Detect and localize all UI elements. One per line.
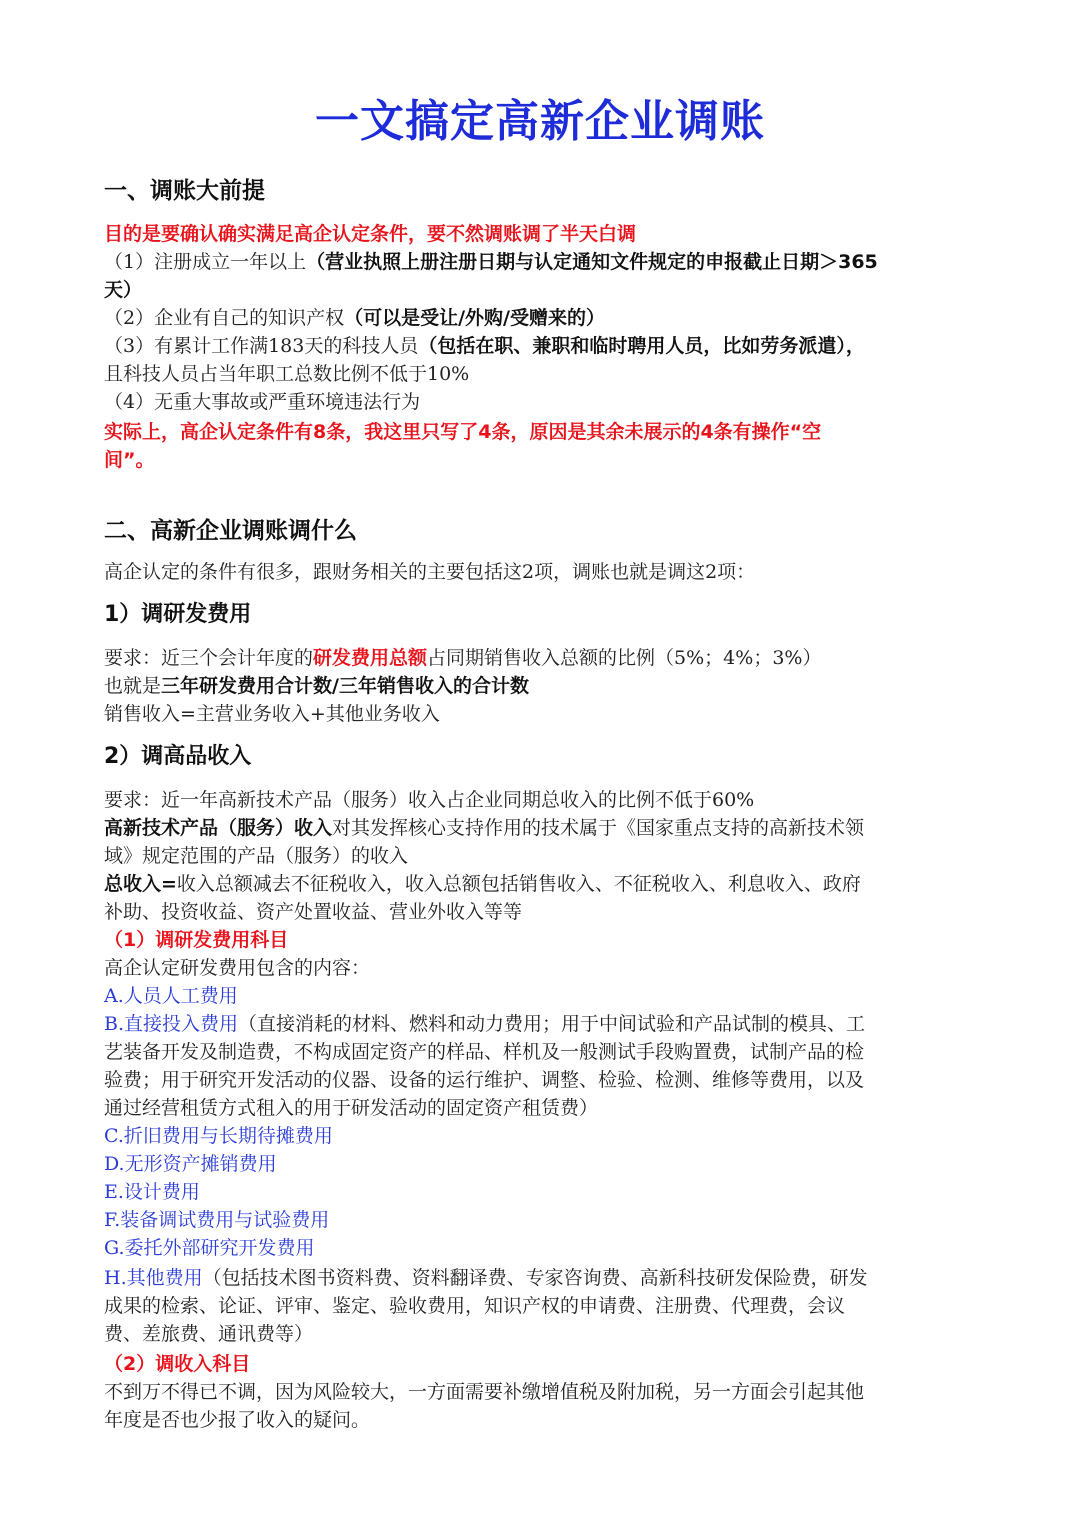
total-income-term: 总收入= [104,873,177,895]
rd-item-e: E.设计费用 [104,1181,200,1203]
condition-1-line-1 [104,248,984,276]
note-line-1 [104,418,984,446]
rd-requirement [104,644,984,672]
rd-item-b-line-1 [104,1010,984,1038]
rd-req-prefix: 要求：近三个会计年度的 [104,647,314,669]
rd-item-h-line-2: 成果的检索、论证、评审、鉴定、验收费用，知识产权的申请费、注册费、代理费，会议 [104,1295,846,1317]
condition-2 [104,304,984,332]
rd-item-d: D.无形资产摊销费用 [104,1153,277,1175]
rd-item-b-label: B.直接投入费用 [104,1013,239,1035]
condition-1-detail-end: 天） [104,279,143,301]
condition-3-line-2: 且科技人员占当年职工总数比例不低于10% [104,363,470,385]
rd-item-c: C.折旧费用与长期待摊费用 [104,1125,333,1147]
hi-definition-line-2: 域》规定范围的产品（服务）的收入 [104,845,409,867]
rd-item-b-text: （直接消耗的材料、燃料和动力费用；用于中间试验和产品试制的模具、工 [238,1013,866,1035]
sub1-intro: 高企认定研发费用包含的内容： [104,957,371,979]
note-line-2 [104,446,984,474]
rd-item-f: F.装备调试费用与试验费用 [104,1209,330,1231]
goal-text-span: 目的是要确认确实满足高企认定条件，要不然调账调了半天白调 [104,223,637,245]
hi-definition-term: 高新技术产品（服务）收入 [104,817,333,839]
total-income-text: 收入总额减去不征税收入，收入总额包括销售收入、不征税收入、利息收入、政府 [176,873,861,895]
total-income-line-2: 补助、投资收益、资产处置收益、营业外收入等等 [104,901,523,923]
rd-formula [104,672,984,700]
condition-4: （4）无重大事故或严重环境违法行为 [104,391,421,413]
rd-req-highlight: 研发费用总额 [313,647,428,669]
condition-2-label: （2）企业有自己的知识产权 [104,307,345,329]
sub2-heading: （2）调收入科目 [104,1353,251,1375]
condition-1-line-2 [104,276,984,304]
condition-1-detail: （营业执照上册注册日期与认定通知文件规定的申报截止日期＞365 [306,251,878,273]
rd-formula-prefix: 也就是 [104,675,162,697]
sub1-heading: （1）调研发费用科目 [104,929,289,951]
rd-item-b-line-3: 验费；用于研究开发活动的仪器、设备的运行维护、调整、检验、检测、维修等费用，以及 [104,1069,865,1091]
sales-definition: 销售收入=主营业务收入+其他业务收入 [104,703,440,725]
rd-heading: 1）调研发费用 [104,602,252,627]
rd-item-h-label: H.其他费用 [104,1267,203,1289]
rd-item-h-line-1 [104,1264,984,1292]
hi-heading: 2）调高品收入 [104,744,252,769]
section-2-intro: 高企认定的条件有很多，跟财务相关的主要包括这2项，调账也就是调这2项： [104,561,756,583]
rd-item-h-text: （包括技术图书资料费、资料翻译费、专家咨询费、高新科技研发保险费，研发 [202,1267,868,1289]
rd-item-h-line-3: 费、差旅费、通讯费等） [104,1323,314,1345]
sub2-text-line-2: 年度是否也少报了收入的疑问。 [104,1409,371,1431]
rd-item-b-line-2: 艺装备开发及制造费，不构成固定资产的样品、样机及一般测试手段购置费，试制产品的检 [104,1041,865,1063]
rd-formula-bold: 三年研发费用合计数/三年销售收入的合计数 [161,675,529,697]
sub2-heading-line [104,1350,984,1378]
note-text-1: 实际上，高企认定条件有8条，我这里只写了4条，原因是其余未展示的4条有操作“空 [104,421,822,443]
condition-3-line-1 [104,332,984,360]
rd-item-a: A.人员人工费用 [104,985,238,1007]
rd-item-g: G.委托外部研究开发费用 [104,1237,315,1259]
total-income-line-1 [104,870,984,898]
sub2-text-line-1: 不到万不得已不调，因为风险较大，一方面需要补缴增值税及附加税，另一方面会引起其他 [104,1381,865,1403]
rd-item-b-line-4: 通过经营租赁方式租入的用于研发活动的固定资产租赁费） [104,1097,599,1119]
hi-definition-text: 对其发挥核心支持作用的技术属于《国家重点支持的高新技术领 [332,817,865,839]
hi-requirement: 要求：近一年高新技术产品（服务）收入占企业同期总收入的比例不低于60% [104,789,755,811]
condition-3-label: （3）有累计工作满183天的科技人员 [104,335,419,357]
condition-1-label: （1）注册成立一年以上 [104,251,307,273]
note-text-2: 间”。 [104,449,155,471]
hi-definition-line-1 [104,814,984,842]
section-1-heading: 一、调账大前提 [104,178,265,204]
page-title: 一文搞定高新企业调账 [315,96,765,147]
section-2-heading: 二、高新企业调账调什么 [104,518,357,544]
condition-2-detail: （可以是受让/外购/受赠来的） [344,307,605,329]
sub1-heading-line [104,926,984,954]
rd-req-suffix: 占同期销售收入总额的比例（5%；4%；3%） [427,647,822,669]
goal-text [104,220,984,248]
condition-3-detail: （包括在职、兼职和临时聘用人员，比如劳务派遣）， [418,335,865,357]
